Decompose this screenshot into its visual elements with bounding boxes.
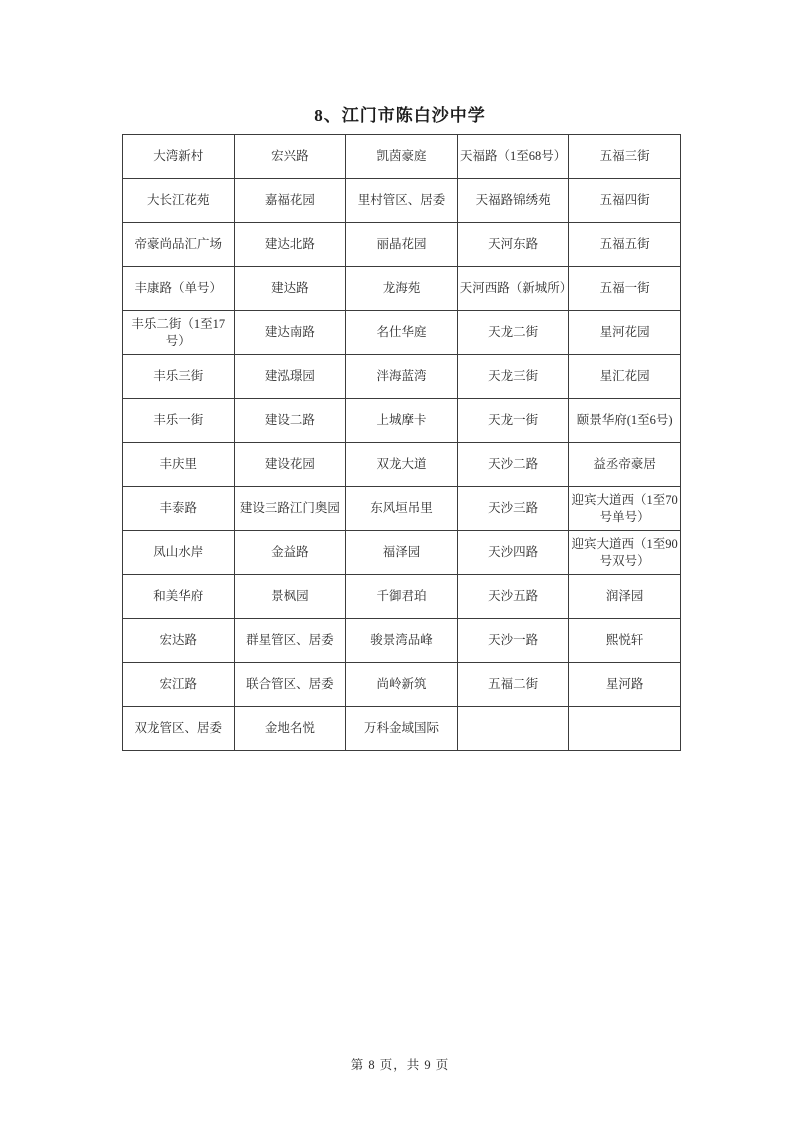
- table-cell: 尚岭新筑: [346, 663, 458, 707]
- table-cell: 天福路（1至68号）: [457, 135, 569, 179]
- table-cell: 星河花园: [569, 311, 681, 355]
- table-cell: 天沙一路: [457, 619, 569, 663]
- table-cell: 嘉福花园: [234, 179, 346, 223]
- table-row: [123, 487, 681, 531]
- table-cell: 金益路: [234, 531, 346, 575]
- table-cell: 建泓璟园: [234, 355, 346, 399]
- table-cell: 景枫园: [234, 575, 346, 619]
- table-cell: 万科金域国际: [346, 707, 458, 751]
- table-row: [123, 707, 681, 751]
- table-cell: 大长江花苑: [123, 179, 235, 223]
- table-cell: 五福二街: [457, 663, 569, 707]
- table-cell: 天沙三路: [457, 487, 569, 531]
- table-cell: 泮海蓝湾: [346, 355, 458, 399]
- table-cell: 五福三街: [569, 135, 681, 179]
- table-cell: 双龙管区、居委: [123, 707, 235, 751]
- table-cell: 大湾新村: [123, 135, 235, 179]
- table-cell: 五福一街: [569, 267, 681, 311]
- table-cell: 建设花园: [234, 443, 346, 487]
- table-cell: 福泽园: [346, 531, 458, 575]
- table-row: [123, 223, 681, 267]
- table-cell: 建达南路: [234, 311, 346, 355]
- table-cell: 迎宾大道西（1至90号双号）: [569, 531, 681, 575]
- table-cell: 骏景湾品峰: [346, 619, 458, 663]
- table-cell: 天沙二路: [457, 443, 569, 487]
- table-row: [123, 443, 681, 487]
- address-table: [122, 134, 681, 751]
- table-row: [123, 619, 681, 663]
- table-cell: 建设二路: [234, 399, 346, 443]
- table-cell: 五福四街: [569, 179, 681, 223]
- table-cell: 天沙四路: [457, 531, 569, 575]
- table-cell: 上城摩卡: [346, 399, 458, 443]
- table-cell: 帝豪尚品汇广场: [123, 223, 235, 267]
- table-cell: 天龙三街: [457, 355, 569, 399]
- table-cell: 群星管区、居委: [234, 619, 346, 663]
- table-cell: 丰泰路: [123, 487, 235, 531]
- table-cell: 丽晶花园: [346, 223, 458, 267]
- table-cell: 建达路: [234, 267, 346, 311]
- table-cell: 丰庆里: [123, 443, 235, 487]
- table-cell: 丰康路（单号）: [123, 267, 235, 311]
- table-row: [123, 179, 681, 223]
- table-cell: 五福五街: [569, 223, 681, 267]
- table-cell: 润泽园: [569, 575, 681, 619]
- table-row: [123, 267, 681, 311]
- table-cell: 宏达路: [123, 619, 235, 663]
- table-cell: [457, 707, 569, 751]
- table-cell: 天沙五路: [457, 575, 569, 619]
- table-cell: 双龙大道: [346, 443, 458, 487]
- table-cell: 熙悦轩: [569, 619, 681, 663]
- table-cell: 宏兴路: [234, 135, 346, 179]
- table-cell: 迎宾大道西（1至70号单号）: [569, 487, 681, 531]
- table-cell: 建设三路江门奥园: [234, 487, 346, 531]
- table-cell: 凯茵豪庭: [346, 135, 458, 179]
- table-cell: 里村管区、居委: [346, 179, 458, 223]
- table-cell: 天河东路: [457, 223, 569, 267]
- table-row: [123, 311, 681, 355]
- table-row: [123, 531, 681, 575]
- table-cell: 丰乐一街: [123, 399, 235, 443]
- table-row: [123, 663, 681, 707]
- table-cell: 星汇花园: [569, 355, 681, 399]
- table-row: [123, 575, 681, 619]
- table-row: [123, 135, 681, 179]
- table-cell: 凤山水岸: [123, 531, 235, 575]
- table-cell: 和美华府: [123, 575, 235, 619]
- table-cell: 天龙一街: [457, 399, 569, 443]
- table-cell: 千御君珀: [346, 575, 458, 619]
- table-cell: 天河西路（新城所）: [457, 267, 569, 311]
- table-cell: 益丞帝豪居: [569, 443, 681, 487]
- table-cell: 丰乐三街: [123, 355, 235, 399]
- table-cell: 建达北路: [234, 223, 346, 267]
- table-cell: 天福路锦绣苑: [457, 179, 569, 223]
- table-cell: 联合管区、居委: [234, 663, 346, 707]
- table-cell: 丰乐二街（1至17号）: [123, 311, 235, 355]
- table-cell: 星河路: [569, 663, 681, 707]
- address-table-body: [123, 135, 681, 751]
- table-cell: 金地名悦: [234, 707, 346, 751]
- table-cell: 龙海苑: [346, 267, 458, 311]
- page-number-footer: 第 8 页，共 9 页: [350, 1058, 450, 1072]
- table-cell: 东风垣吊里: [346, 487, 458, 531]
- table-cell: 名仕华庭: [346, 311, 458, 355]
- table-cell: 宏江路: [123, 663, 235, 707]
- page-title: 8、江门市陈白沙中学: [314, 106, 486, 125]
- table-cell: 颐景华府(1至6号): [569, 399, 681, 443]
- table-cell: 天龙二街: [457, 311, 569, 355]
- table-row: [123, 399, 681, 443]
- table-cell: [569, 707, 681, 751]
- table-row: [123, 355, 681, 399]
